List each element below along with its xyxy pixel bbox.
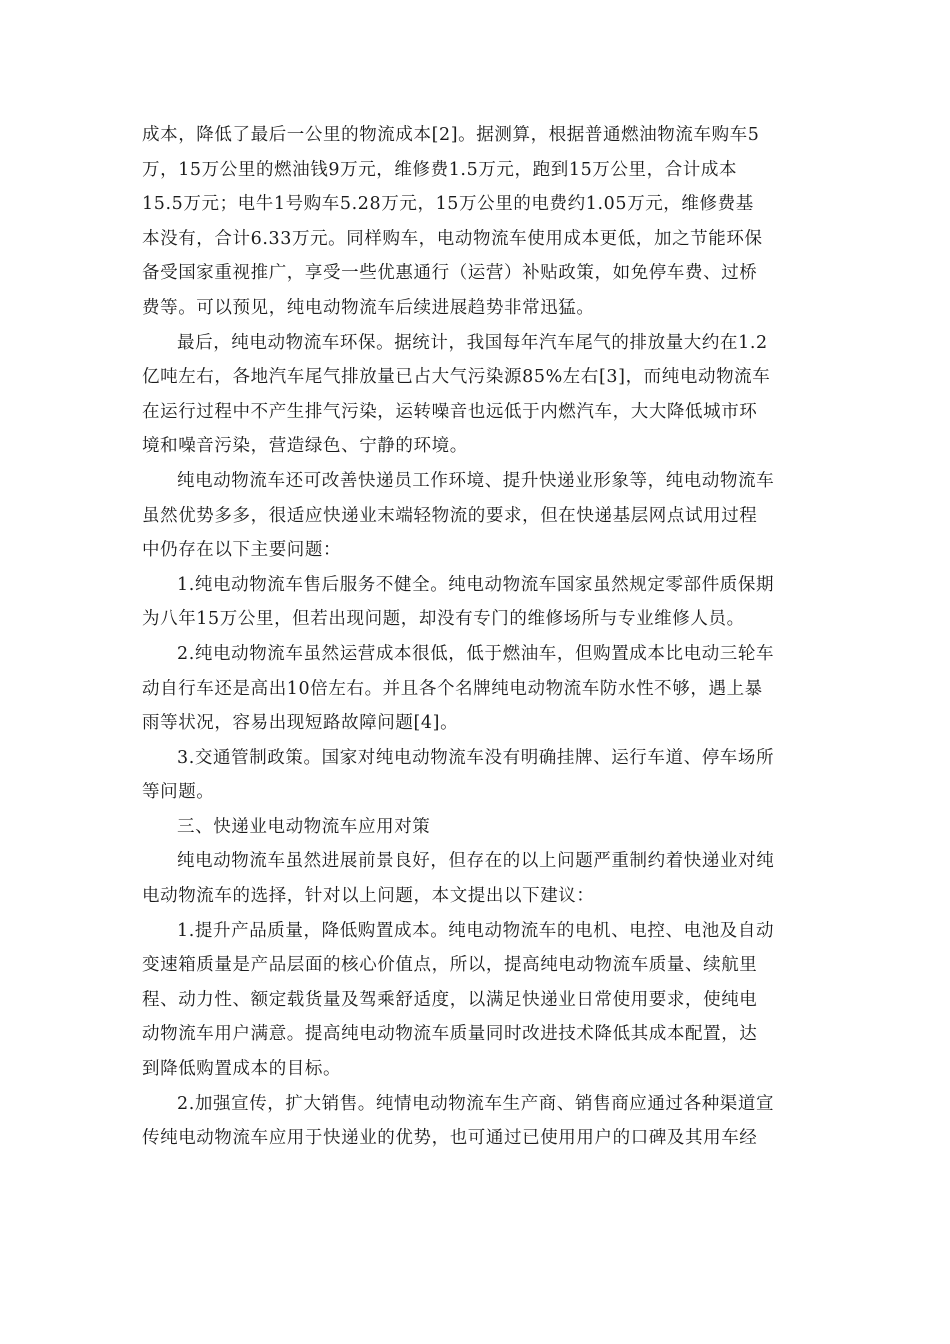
text-line: 到降低购置成本的目标。: [142, 1059, 342, 1080]
text-line: 2.加强宣传，扩大销售。纯情电动物流车生产商、销售商应通过各种渠道宣: [177, 1093, 775, 1114]
text-line: 在运行过程中不产生排气污染，运转噪音也远低于内燃汽车，大大降低城市环: [142, 401, 758, 422]
text-line: 2.纯电动物流车虽然运营成本很低，低于燃油车，但购置成本比电动三轮车: [177, 643, 775, 664]
text-line: 费等。可以预见，纯电动物流车后续进展趋势非常迅猛。: [142, 297, 595, 318]
text-line: 为八年15万公里，但若出现问题，却没有专门的维修场所与专业维修人员。: [142, 609, 745, 630]
text-line: 1.提升产品质量，降低购置成本。纯电动物流车的电机、电控、电池及自动: [177, 920, 775, 941]
text-line: 本没有，合计6.33万元。同样购车，电动物流车使用成本更低，加之节能环保: [142, 228, 763, 249]
text-line: 三、快递业电动物流车应用对策: [177, 816, 431, 837]
text-line: 动自行车还是高出10倍左右。并且各个名牌纯电动物流车防水性不够，遇上暴: [142, 678, 763, 699]
text-line: 15.5万元；电牛1号购车5.28万元，15万公里的电费约1.05万元，维修费基: [142, 194, 754, 215]
text-line: 动物流车用户满意。提高纯电动物流车质量同时改进技术降低其成本配置，达: [142, 1024, 758, 1045]
text-line: 3.交通管制政策。国家对纯电动物流车没有明确挂牌、运行车道、停车场所: [177, 747, 775, 768]
text-line: 电动物流车的选择，针对以上问题，本文提出以下建议：: [142, 886, 595, 907]
text-line: 虽然优势多多，很适应快递业末端轻物流的要求，但在快递基层网点试用过程: [142, 505, 758, 526]
text-line: 变速箱质量是产品层面的核心价值点，所以，提高纯电动物流车质量、续航里: [142, 955, 758, 976]
text-line: 万，15万公里的燃油钱9万元，维修费1.5万元，跑到15万公里，合计成本: [142, 159, 738, 180]
text-line: 等问题。: [142, 782, 215, 803]
text-line: 传纯电动物流车应用于快递业的优势，也可通过已使用用户的口碑及其用车经: [142, 1128, 758, 1149]
text-line: 成本，降低了最后一公里的物流成本[2]。据测算，根据普通燃油物流车购车5: [142, 125, 760, 145]
text-line: 纯电动物流车虽然进展前景良好，但存在的以上问题严重制约着快递业对纯: [177, 851, 775, 872]
text-line: 1.纯电动物流车售后服务不健全。纯电动物流车国家虽然规定零部件质保期: [177, 574, 775, 595]
text-line: 纯电动物流车还可改善快递员工作环境、提升快递业形象等，纯电动物流车: [177, 470, 775, 491]
text-line: 程、动力性、额定载货量及驾乘舒适度，以满足快递业日常使用要求，使纯电: [142, 989, 758, 1010]
text-line: 中仍存在以下主要问题：: [142, 540, 342, 561]
text-line: 雨等状况，容易出现短路故障问题[4]。: [142, 713, 459, 734]
document-body: [142, 118, 808, 1156]
text-line: 最后，纯电动物流车环保。据统计，我国每年汽车尾气的排放量大约在1.2: [177, 332, 768, 353]
text-line: 境和噪音污染，营造绿色、宁静的环境。: [142, 436, 468, 457]
text-line: 亿吨左右，各地汽车尾气排放量已占大气污染源85%左右[3]，而纯电动物流车: [142, 367, 771, 388]
text-line: 备受国家重视推广，享受一些优惠通行（运营）补贴政策，如免停车费、过桥: [142, 263, 758, 284]
